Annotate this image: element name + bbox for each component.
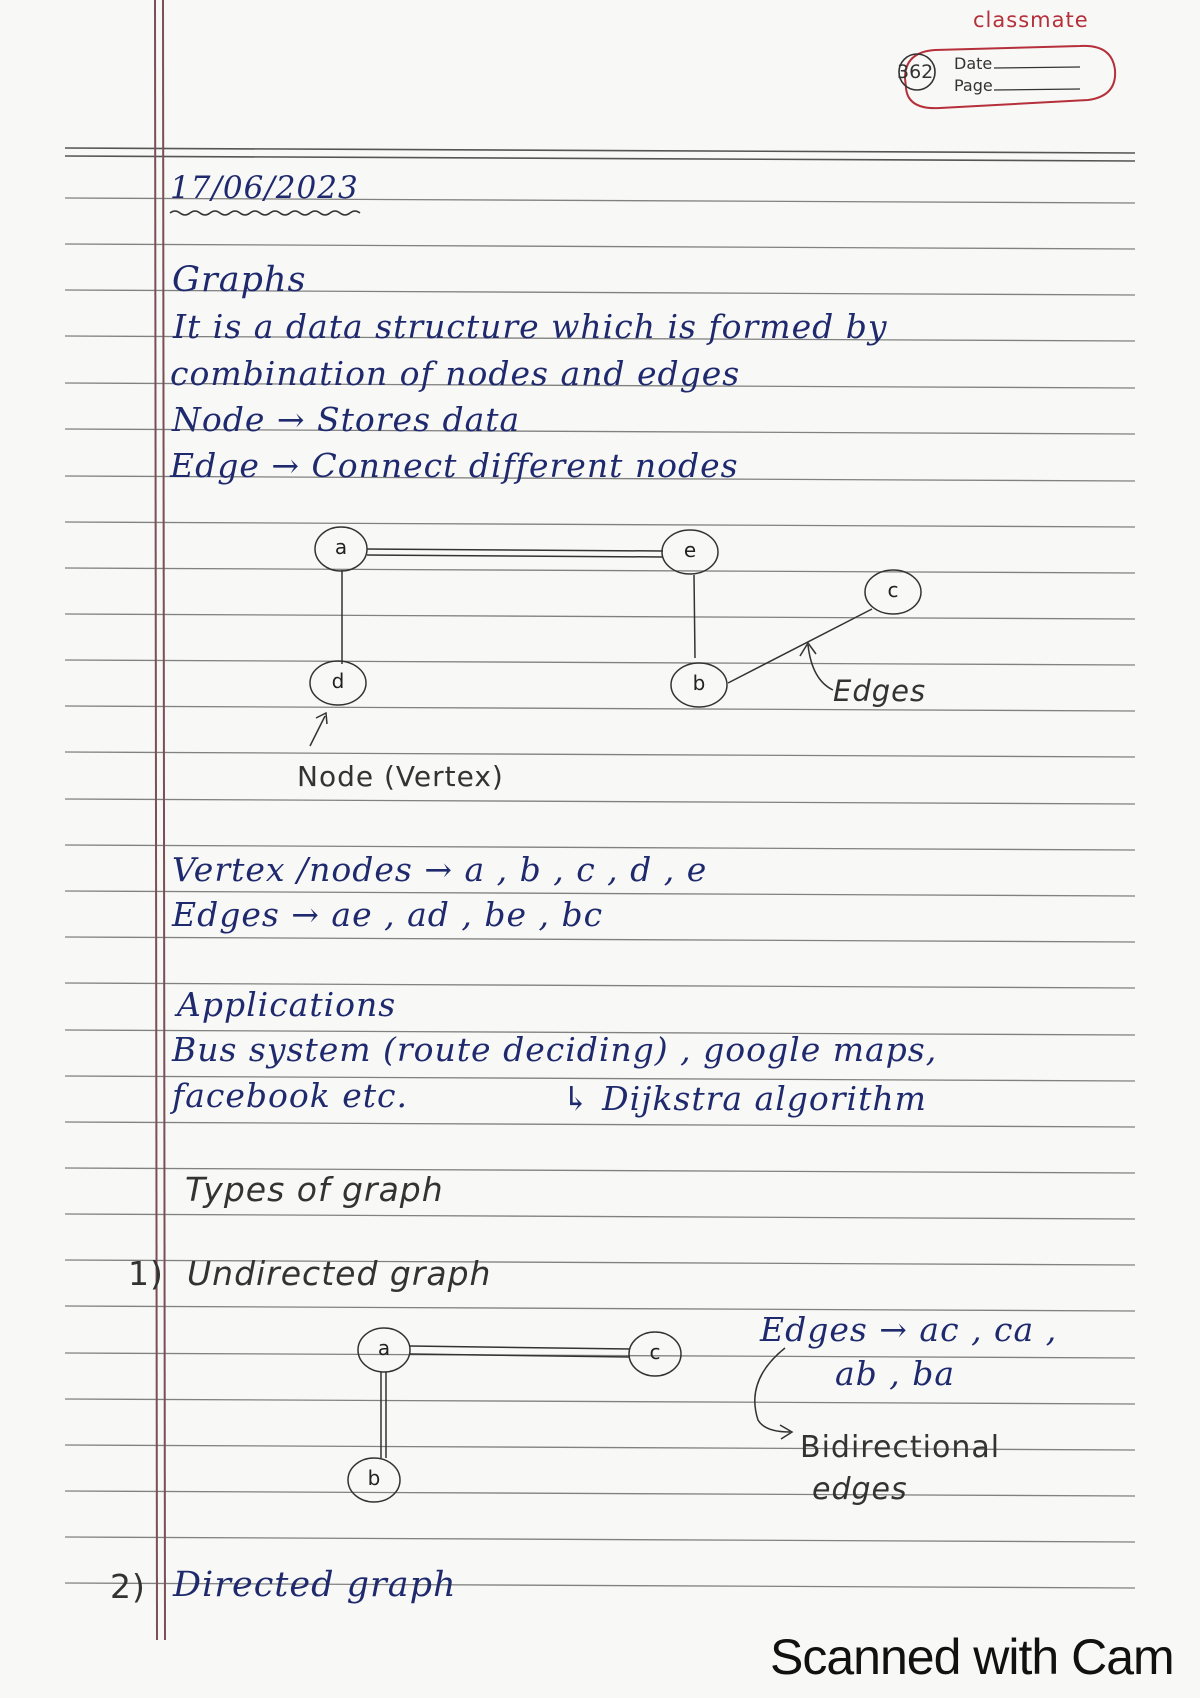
header-double-line bbox=[65, 148, 1135, 161]
dijkstra-annotation: ↳ Dijkstra algorithm bbox=[562, 1079, 927, 1118]
edge-ac bbox=[410, 1346, 630, 1349]
node-d-label: d bbox=[331, 669, 345, 693]
node-c-label: c bbox=[887, 578, 899, 602]
bidirectional-line-2: edges bbox=[812, 1472, 908, 1507]
date-underline bbox=[994, 67, 1080, 68]
page-number: 362 bbox=[897, 61, 934, 83]
vertex-list: Vertex /nodes → a , b , c , d , e bbox=[172, 850, 708, 889]
date-label: Date bbox=[954, 54, 993, 73]
edge-definition: Edge → Connect different nodes bbox=[170, 446, 739, 485]
applications-title: Applications bbox=[177, 985, 397, 1024]
diagram2-edges-line-1: Edges → ac , ca , bbox=[760, 1310, 1058, 1349]
scanner-watermark: Scanned with Cam bbox=[770, 1629, 1174, 1685]
type1-name: Undirected graph bbox=[187, 1254, 492, 1293]
margin-double-line bbox=[155, 0, 165, 1640]
types-title: Types of graph bbox=[185, 1170, 444, 1209]
note-title: Graphs bbox=[172, 260, 307, 300]
arrow-to-node bbox=[310, 713, 327, 746]
node-a-label: a bbox=[334, 535, 348, 559]
page-scroll-frame bbox=[905, 46, 1115, 108]
bidirectional-line-1: Bidirectional bbox=[800, 1430, 1001, 1465]
page-underline bbox=[994, 89, 1080, 90]
arrow-to-edge bbox=[800, 643, 833, 690]
type1-number: 1) bbox=[128, 1254, 164, 1293]
diagram2-edges-line-2: ab , ba bbox=[835, 1354, 956, 1393]
page-label: Page bbox=[954, 76, 993, 95]
node-a2-label: a bbox=[377, 1336, 391, 1360]
type2-name: Directed graph bbox=[173, 1565, 457, 1605]
edge-list: Edges → ae , ad , be , bc bbox=[172, 895, 604, 934]
edge-ae-2 bbox=[367, 555, 663, 557]
node-b-label: b bbox=[692, 671, 706, 695]
edge-ae bbox=[367, 549, 663, 551]
edge-bc bbox=[728, 609, 872, 683]
node-definition: Node → Stores data bbox=[172, 400, 521, 439]
node-e-label: e bbox=[683, 538, 697, 562]
node-vertex-annotation: Node (Vertex) bbox=[297, 760, 504, 793]
graph-diagram-2 bbox=[348, 1328, 792, 1502]
definition-line-1: It is a data structure which is formed by bbox=[173, 307, 888, 346]
bracket-arrow bbox=[755, 1348, 792, 1439]
graph-diagram-1 bbox=[310, 527, 921, 746]
edge-be bbox=[694, 575, 695, 658]
node-b2-label: b bbox=[367, 1466, 381, 1490]
definition-line-2: combination of nodes and edges bbox=[170, 354, 741, 393]
edges-annotation: Edges bbox=[833, 674, 927, 708]
applications-line-2: facebook etc. bbox=[172, 1076, 409, 1115]
note-date: 17/06/2023 bbox=[170, 170, 359, 206]
applications-line-1: Bus system (route deciding) , google maps, bbox=[172, 1030, 938, 1069]
date-wavy-underline bbox=[170, 211, 360, 215]
brand-logo: classmate bbox=[973, 8, 1089, 32]
node-c2-label: c bbox=[649, 1340, 661, 1364]
type2-number: 2) bbox=[110, 1567, 146, 1606]
